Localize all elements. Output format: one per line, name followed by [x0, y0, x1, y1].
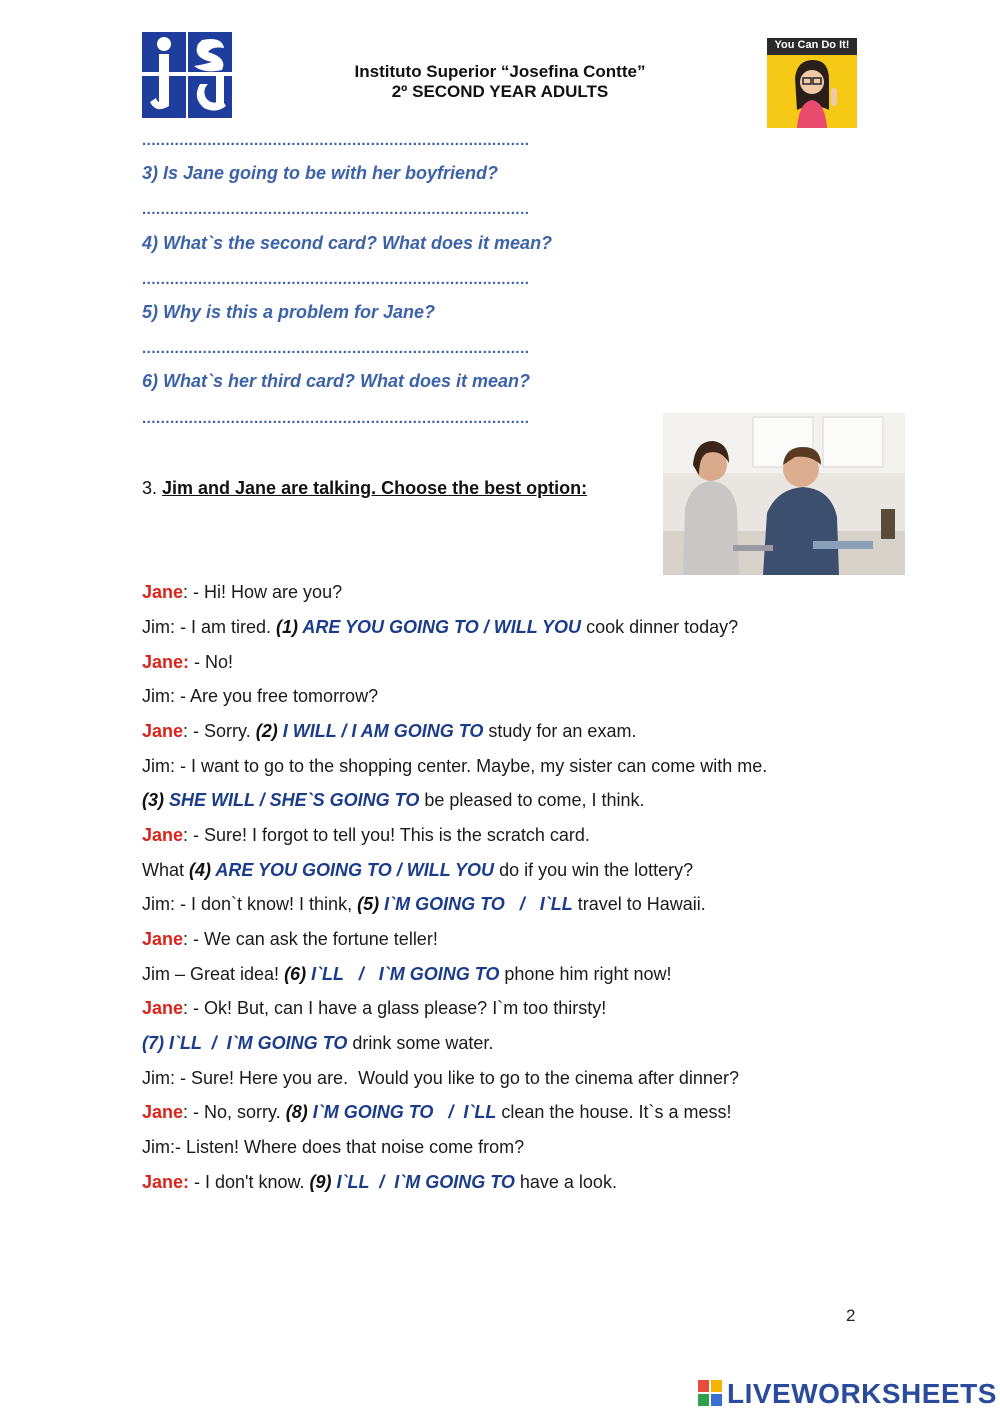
speaker-jane: Jane [142, 582, 184, 602]
line-text: - I don't know. [189, 1172, 310, 1192]
badge-text: You Can Do It! [774, 39, 850, 51]
dialogue-line-18 [142, 1172, 617, 1193]
dialogue-line-6 [142, 756, 767, 777]
dialogue-line-15 [142, 1068, 739, 1089]
line-text: - No! [189, 652, 234, 672]
blank-number: (8) [285, 1102, 308, 1122]
line-text: : - Ok! But, can I have a glass please? I`m too thirsty! [183, 998, 607, 1018]
line-text: Jim: - Are you free tomorrow? [142, 686, 379, 706]
line-text: Jim: - I don`t know! I think, [142, 894, 358, 914]
dialogue-line-17 [142, 1137, 524, 1158]
speaker-jane: Jane [142, 929, 184, 949]
line-text: What [142, 860, 190, 880]
option-choice[interactable]: ARE YOU GOING TO / WILL YOU [211, 860, 495, 880]
speaker-jane: Jane: [142, 1172, 190, 1192]
line-text: Jim: - Sure! Here you are. Would you like to go to the cinema after dinner? [142, 1068, 739, 1088]
option-choice[interactable]: I`LL / I`M GOING TO [331, 1172, 515, 1192]
blank-number: (6) [284, 964, 307, 984]
question-6: 6) What`s her third card? What does it mean? [142, 371, 531, 391]
speaker-jane: Jane [142, 1102, 184, 1122]
line-text: cook dinner today? [581, 617, 739, 637]
dialogue-line-14 [142, 1033, 493, 1054]
institute-logo [142, 32, 232, 118]
line-text: clean the house. It`s a mess! [496, 1102, 732, 1122]
line-text: : - Sorry. [183, 721, 256, 741]
line-text: Jim – Great idea! [142, 964, 285, 984]
dialogue-line-10 [142, 894, 706, 915]
dialogue-line-16 [142, 1102, 732, 1123]
dialogue-line-7 [142, 790, 645, 811]
liveworksheets-brand[interactable]: LIVEWORKSHEETS [727, 1378, 997, 1409]
option-choice[interactable]: I`M GOING TO / I`LL [379, 894, 573, 914]
speaker-jane: Jane [142, 998, 184, 1018]
option-choice[interactable]: ARE YOU GOING TO / WILL YOU [298, 617, 582, 637]
speaker-jane: Jane [142, 825, 184, 845]
blank-number: (2) [255, 721, 278, 741]
dialogue-line-8 [142, 825, 590, 846]
line-text: have a look. [514, 1172, 617, 1192]
line-text: drink some water. [347, 1033, 494, 1053]
line-text: be pleased to come, I think. [419, 790, 645, 810]
blank-number: (3) [142, 790, 164, 810]
dialogue-line-9 [142, 860, 693, 881]
dialogue-line-13 [142, 998, 606, 1019]
dialogue-line-11 [142, 929, 438, 950]
blank-number: (5) [357, 894, 380, 914]
line-text: do if you win the lottery? [494, 860, 694, 880]
option-choice[interactable]: I`M GOING TO / I`LL [307, 1102, 497, 1122]
dialogue-line-2 [142, 617, 738, 638]
dialogue-line-12 [142, 964, 672, 985]
speaker-jane: Jane: [142, 652, 190, 672]
line-text: Jim: - I am tired. [142, 617, 277, 637]
line-text: study for an exam. [483, 721, 637, 741]
section-number: 3. [142, 478, 163, 498]
page-number: 2 [846, 1306, 856, 1325]
dialogue-line-3 [142, 652, 233, 673]
line-text: Jim:- Listen! Where does that noise come from? [142, 1137, 525, 1157]
line-text: phone him right now! [499, 964, 672, 984]
line-text: travel to Hawaii. [572, 894, 706, 914]
dialogue-line-4 [142, 686, 378, 707]
kitchen-couple-photo [663, 413, 905, 575]
question-3: 3) Is Jane going to be with her boyfriend? [142, 163, 499, 183]
line-text: : - Hi! How are you? [183, 582, 343, 602]
you-can-do-it-badge [767, 38, 857, 128]
line-text: : - We can ask the fortune teller! [183, 929, 438, 949]
line-text: : - No, sorry. [183, 1102, 286, 1122]
answer-line[interactable]: ................................................................................... [142, 201, 530, 218]
section-instruction: Jim and Jane are talking. Choose the best option: [162, 478, 588, 498]
section-3-heading [142, 478, 587, 499]
dialogue-line-1 [142, 582, 342, 603]
option-choice[interactable]: SHE WILL / SHE`S GOING TO [164, 790, 420, 810]
question-5: 5) Why is this a problem for Jane? [142, 302, 436, 322]
option-choice[interactable]: I`LL / I`M GOING TO [306, 964, 500, 984]
speaker-jane: Jane [142, 721, 184, 741]
institute-name: Instituto Superior “Josefina Contte” [354, 62, 646, 81]
answer-line[interactable]: ................................................................................... [142, 410, 530, 427]
liveworksheets-logo-icon [698, 1380, 722, 1406]
course-name: 2º SECOND YEAR ADULTS [391, 82, 609, 101]
blank-number: (4) [189, 860, 212, 880]
document-header [300, 62, 700, 102]
blank-number: (7) [142, 1033, 164, 1053]
answer-line[interactable]: ................................................................................... [142, 340, 530, 357]
line-text: : - Sure! I forgot to tell you! This is the scratch card. [183, 825, 590, 845]
dialogue-line-5 [142, 721, 636, 742]
line-text: Jim: - I want to go to the shopping center. Maybe, my sister can come with me. [142, 756, 768, 776]
answer-line[interactable]: ................................................................................... [142, 132, 530, 149]
answer-line[interactable]: ................................................................................... [142, 271, 530, 288]
option-choice[interactable]: I`LL / I`M GOING TO [164, 1033, 348, 1053]
blank-number: (9) [309, 1172, 332, 1192]
option-choice[interactable]: I WILL / I AM GOING TO [277, 721, 484, 741]
blank-number: (1) [276, 617, 299, 637]
question-4: 4) What`s the second card? What does it mean? [142, 233, 553, 253]
